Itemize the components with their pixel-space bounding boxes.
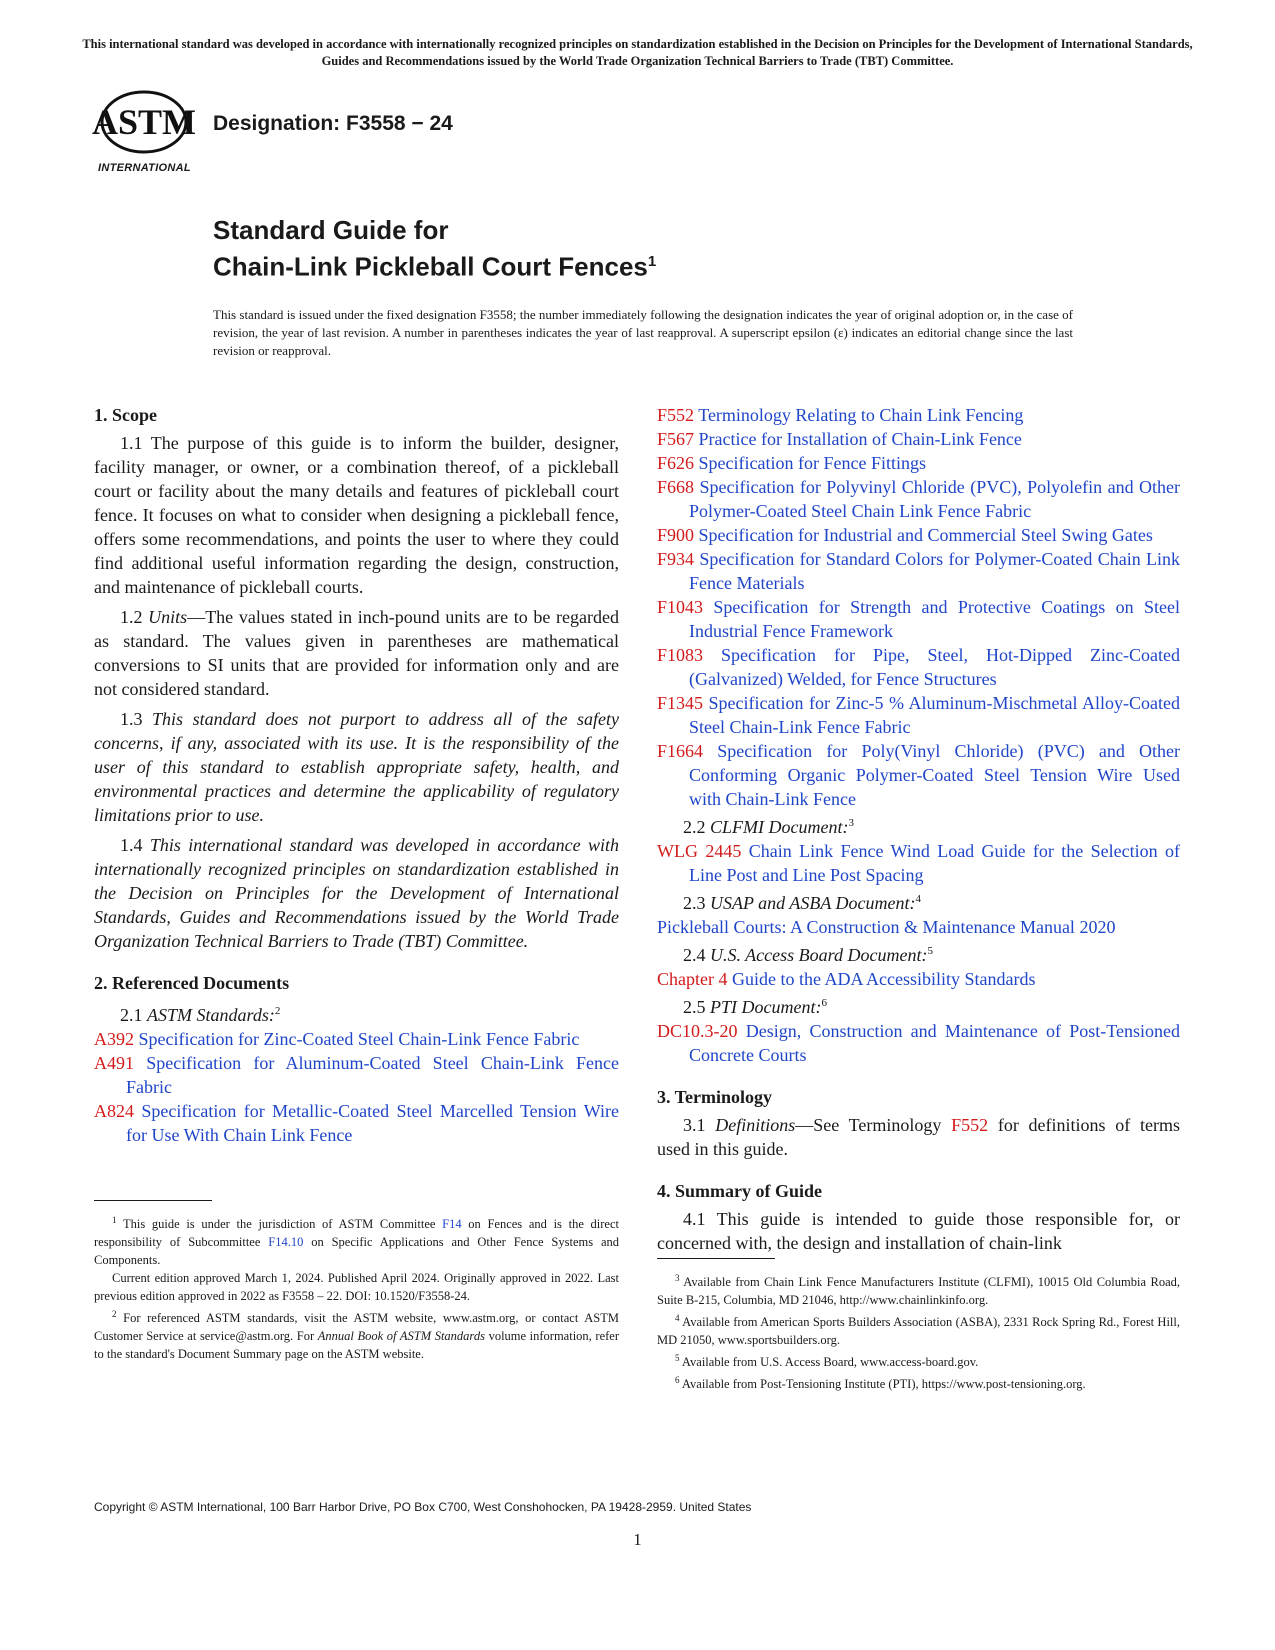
subcommittee-link[interactable]: F14.10	[268, 1235, 304, 1250]
reference-item[interactable]: A824 Specification for Metallic-Coated Steel Marcelled Tension Wire for Use With Chain Link Fence	[94, 1101, 619, 1145]
reference-item[interactable]: F1664 Specification for Poly(Vinyl Chloride) (PVC) and Other Conforming Organic Polymer-Coated Steel Tension Wire Used with Chain-Link Fence	[657, 741, 1181, 809]
section-heading-referenced-documents: 2. Referenced Documents	[94, 973, 290, 993]
designation: Designation: F3558 − 24	[213, 112, 453, 135]
footnotes-right	[657, 1258, 1180, 1394]
section-heading-scope: 1. Scope	[94, 405, 157, 425]
reference-item[interactable]: F934 Specification for Standard Colors for Polymer-Coated Chain Link Fence Materials	[657, 549, 1181, 593]
title-line-2: Chain-Link Pickleball Court Fences$^1$	[213, 251, 657, 282]
astm-logo-icon	[92, 86, 202, 178]
title-footnote-mark[interactable]: 1	[647, 253, 657, 270]
footnote-5: $^5$ Available from U.S. Access Board, www.access-board.gov.	[675, 1353, 979, 1370]
title-line-1: Standard Guide for	[213, 215, 449, 245]
issue-note: This standard is issued under the fixed designation F3558; the number immediately following the designation indicates the year of original adoption or, in the case of revision, the year of last revision. A number in parentheses indicates the year of last reapproval. A superscript epsilon (ε) indicates an editorial change since the last revision or reapproval.	[213, 307, 1073, 358]
document-title	[213, 214, 656, 283]
section-heading-terminology: 3. Terminology	[657, 1087, 773, 1107]
logo-subtitle: INTERNATIONAL	[98, 162, 191, 174]
footnote-3: $^3$ Available from Chain Link Fence Manufacturers Institute (CLFMI), 10015 Old Columbia Road, Suite B-215, Columbia, MD 21046, http://www.chainlinkinfo.org.	[657, 1273, 1180, 1308]
logo-text: ASTM	[92, 102, 196, 142]
reference-item[interactable]: Pickleball Courts: A Construction & Maintenance Manual 2020	[657, 917, 1116, 937]
paragraph-1-1: 1.1 The purpose of this guide is to inform the builder, designer, facility manager, or owner, or a combination thereof, of a pickleball court or facility about the many details and features of pickleball court fence. It focuses on what to consider when designing a pickleball fence, offers some recommendations, and points the user to where they could find additional useful information regarding the design, construction, and maintenance of pickleball courts.	[94, 433, 619, 597]
paragraph-1-2: 1.2 Units—The values stated in inch-pound units are to be regarded as standard. The values given in parentheses are mathematical conversions to SI units that are provided for information only and are not considered standard.	[94, 607, 620, 699]
footnote-4: $^4$ Available from American Sports Builders Association (ASBA), 2331 Rock Spring Rd., Forest Hill, MD 21050, www.sportsbuilders.org.	[657, 1313, 1180, 1348]
reference-item[interactable]: F567 Practice for Installation of Chain-Link Fence	[657, 429, 1022, 449]
copyright: Copyright © ASTM International, 100 Barr Harbor Drive, PO Box C700, West Conshohocken, PA 19428-2959. United States	[94, 1500, 752, 1514]
right-column	[657, 403, 1180, 1261]
subheading-pti: 2.5 PTI Document:$^6$	[683, 997, 827, 1017]
section-heading-summary: 4. Summary of Guide	[657, 1181, 823, 1201]
footnote-1: $^1$ This guide is under the jurisdiction of ASTM Committee F14 on Fences and is the direct responsibility of Subcommittee F14.10 on Specific Applications and Other Fence Systems and Components.	[94, 1215, 620, 1268]
subheading-usap-asba: 2.3 USAP and ASBA Document:$^4$	[683, 893, 921, 913]
footnote-divider	[94, 1200, 212, 1201]
subheading-astm-standards: 2.1 ASTM Standards:$^2$	[120, 1005, 281, 1025]
footnote-divider	[657, 1258, 775, 1259]
paragraph-3-1: 3.1 Definitions—See Terminology F552 for definitions of terms used in this guide.	[657, 1115, 1181, 1159]
reference-item[interactable]: F1043 Specification for Strength and Protective Coatings on Steel Industrial Fence Framework	[657, 597, 1180, 641]
reference-item[interactable]: F626 Specification for Fence Fittings	[657, 453, 926, 473]
footnote-1-edition: Current edition approved March 1, 2024. Published April 2024. Originally approved in 2022. Last previous edition approved in 2022 as F3558 – 22. DOI: 10.1520/F3558-24.	[94, 1271, 619, 1304]
paragraph-4-1: 4.1 This guide is intended to guide those responsible for, or concerned with, the design and installation of chain-link	[657, 1209, 1180, 1253]
subheading-access-board: 2.4 U.S. Access Board Document:$^5$	[683, 945, 933, 965]
reference-item[interactable]: DC10.3-20 Design, Construction and Maintenance of Post-Tensioned Concrete Courts	[657, 1021, 1181, 1065]
reference-item[interactable]: Chapter 4 Guide to the ADA Accessibility Standards	[657, 969, 1036, 989]
subheading-clfmi: 2.2 CLFMI Document:$^3$	[683, 817, 854, 837]
reference-item[interactable]: F1083 Specification for Pipe, Steel, Hot-Dipped Zinc-Coated (Galvanized) Welded, for Fence Structures	[657, 645, 1180, 689]
reference-item[interactable]: F552 Terminology Relating to Chain Link Fencing	[657, 405, 1024, 425]
footnotes-left	[94, 1200, 619, 1363]
footnote-6: $^6$ Available from Post-Tensioning Institute (PTI), https://www.post-tensioning.org.	[675, 1375, 1086, 1392]
paragraph-1-3: 1.3 This standard does not purport to address all of the safety concerns, if any, associated with its use. It is the responsibility of the user of this standard to establish appropriate safety, health, and environmental practices and determine the applicability of regulatory limitations prior to use.	[94, 709, 619, 825]
footnote-2: $^2$ For referenced ASTM standards, visit the ASTM website, www.astm.org, or contact ASTM Customer Service at service@astm.org. For Annual Book of ASTM Standards volume information, refer to the standard's Document Summary page on the ASTM website.	[94, 1309, 619, 1362]
reference-item[interactable]: A491 Specification for Aluminum-Coated Steel Chain-Link Fence Fabric	[94, 1053, 619, 1097]
page-number: 1	[633, 1530, 642, 1549]
reference-item[interactable]: F1345 Specification for Zinc-5 % Aluminum-Mischmetal Alloy-Coated Steel Chain-Link Fence Fabric	[657, 693, 1180, 737]
reference-item[interactable]: A392 Specification for Zinc-Coated Steel Chain-Link Fence Fabric	[94, 1029, 580, 1049]
reference-item[interactable]: F900 Specification for Industrial and Commercial Steel Swing Gates	[657, 525, 1153, 545]
left-column	[94, 403, 619, 1147]
reference-item[interactable]: WLG 2445 Chain Link Fence Wind Load Guide for the Selection of Line Post and Line Post Spacing	[657, 841, 1181, 885]
paragraph-1-4: 1.4 This international standard was developed in accordance with internationally recognized principles on standardization established in the Decision on Principles for the Development of International Standards, Guides and Recommendations issued by the World Trade Organization Technical Barriers to Trade (TBT) Committee.	[94, 835, 619, 951]
terminology-link[interactable]: F552	[951, 1115, 989, 1135]
standards-notice: This international standard was developed in accordance with internationally recognized principles on standardization established in the Decision on Principles for the Development of International Standards, Guides and Recommendations issued by the World Trade Organization Technical Barriers to Trade (TBT) Committee.	[82, 37, 1193, 68]
reference-item[interactable]: F668 Specification for Polyvinyl Chloride (PVC), Polyolefin and Other Polymer-Coated Steel Chain Link Fence Fabric	[657, 477, 1181, 521]
committee-link[interactable]: F14	[442, 1217, 462, 1232]
